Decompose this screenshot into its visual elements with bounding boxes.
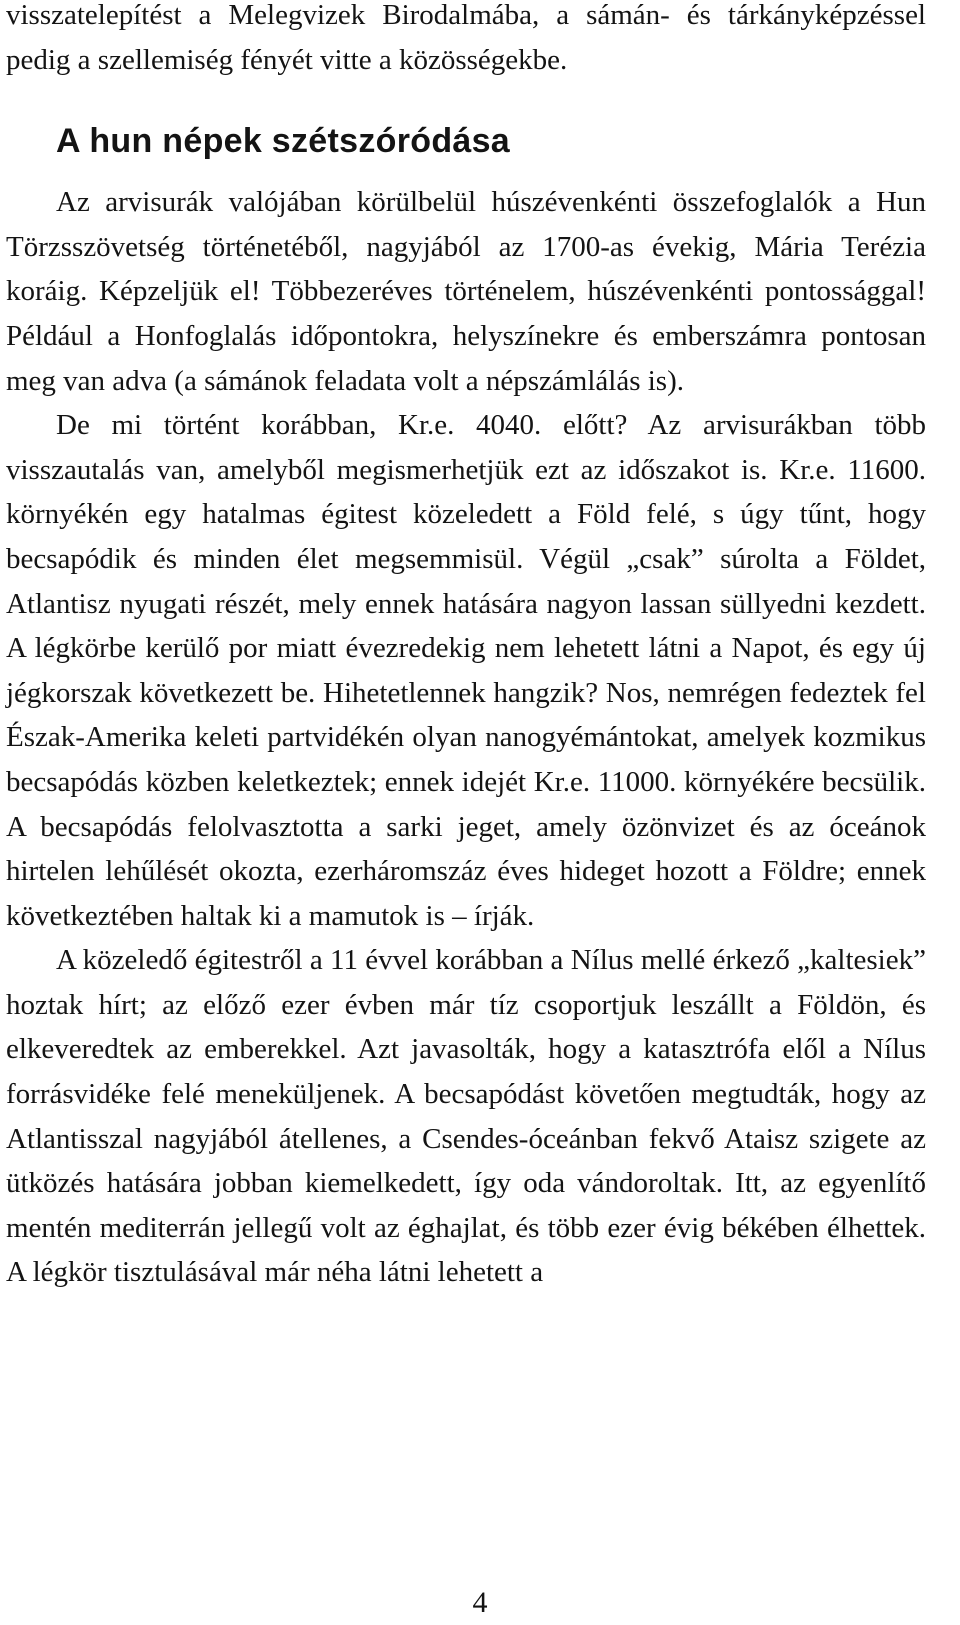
- document-page: [6, 0, 926, 1295]
- paragraph-continuation: visszatelepítést a Melegvizek Birodalmába, a sámán- és tárkányképzéssel pedig a szellemiség fényét vitte a közösségekbe.: [6, 0, 926, 76]
- section-heading: A hun népek szétszóródása: [56, 122, 511, 161]
- paragraph-kaltesiek: A közeledő égitestről a 11 évvel korábban a Nílus mellé érkező „kaltesiek” hoztak hírt; az előző ezer évben már tíz csoportjuk leszállt a Földön, és elkeveredtek az emberekkel. Azt javasolták, hogy a katasztrófa elől a Nílus forrásvidéke felé meneküljenek. A becsapódást követően megtudták, hogy az Atlantisszal nagyjából átellenes, a Csendes-óceánban fekvő Ataisz szigete az ütközés hatására jobban kiemelkedett, így oda vándoroltak. Itt, az egyenlítő mentén mediterrán jellegű volt az éghajlat, és több ezer évig békében élhettek. A légkör tisztulásával már néha látni lehetett a: [6, 944, 926, 1289]
- paragraph-arvisura-summaries: Az arvisurák valójában körülbelül húszévenkénti összefoglalók a Hun Törzsszövetség történetéből, nagyjából az 1700-as évekig, Mária Terézia koráig. Képzeljük el! Többezeréves történelem, húszévenkénti pontossággal! Például a Honfoglalás időpontokra, helyszínekre és emberszámra pontosan meg van adva (a sámánok feladata volt a népszámlálás is).: [6, 186, 926, 397]
- paragraph-earlier-history: De mi történt korábban, Kr.e. 4040. előtt? Az arvisurákban több visszautalás van, amelyből megismerhetjük ezt az időszakot is. Kr.e. 11600. környékén egy hatalmas égitest közeledett a Föld felé, s úgy tűnt, hogy becsapódik és minden élet megsemmisül. Végül „csak” súrolta a Földet, Atlantisz nyugati részét, mely ennek hatására nagyon lassan süllyedni kezdett. A légkörbe kerülő por miatt évezredekig nem lehetett látni a Napot, és egy új jégkorszak következett be. Hihetetlennek hangzik? Nos, nemrégen fedeztek fel Észak-Amerika keleti partvidékén olyan nanogyémántokat, amelyek kozmikus becsapódás közben keletkeztek; ennek idejét Kr.e. 11000. környékére becsülik. A becsapódás felolvasztotta a sarki jeget, amely özönvizet és az óceánok hirtelen lehűlését okozta, ezerháromszáz éves hideget hozott a Földre; ennek következtében haltak ki a mamutok is – írják.: [6, 409, 926, 932]
- page-number: 4: [472, 1586, 488, 1619]
